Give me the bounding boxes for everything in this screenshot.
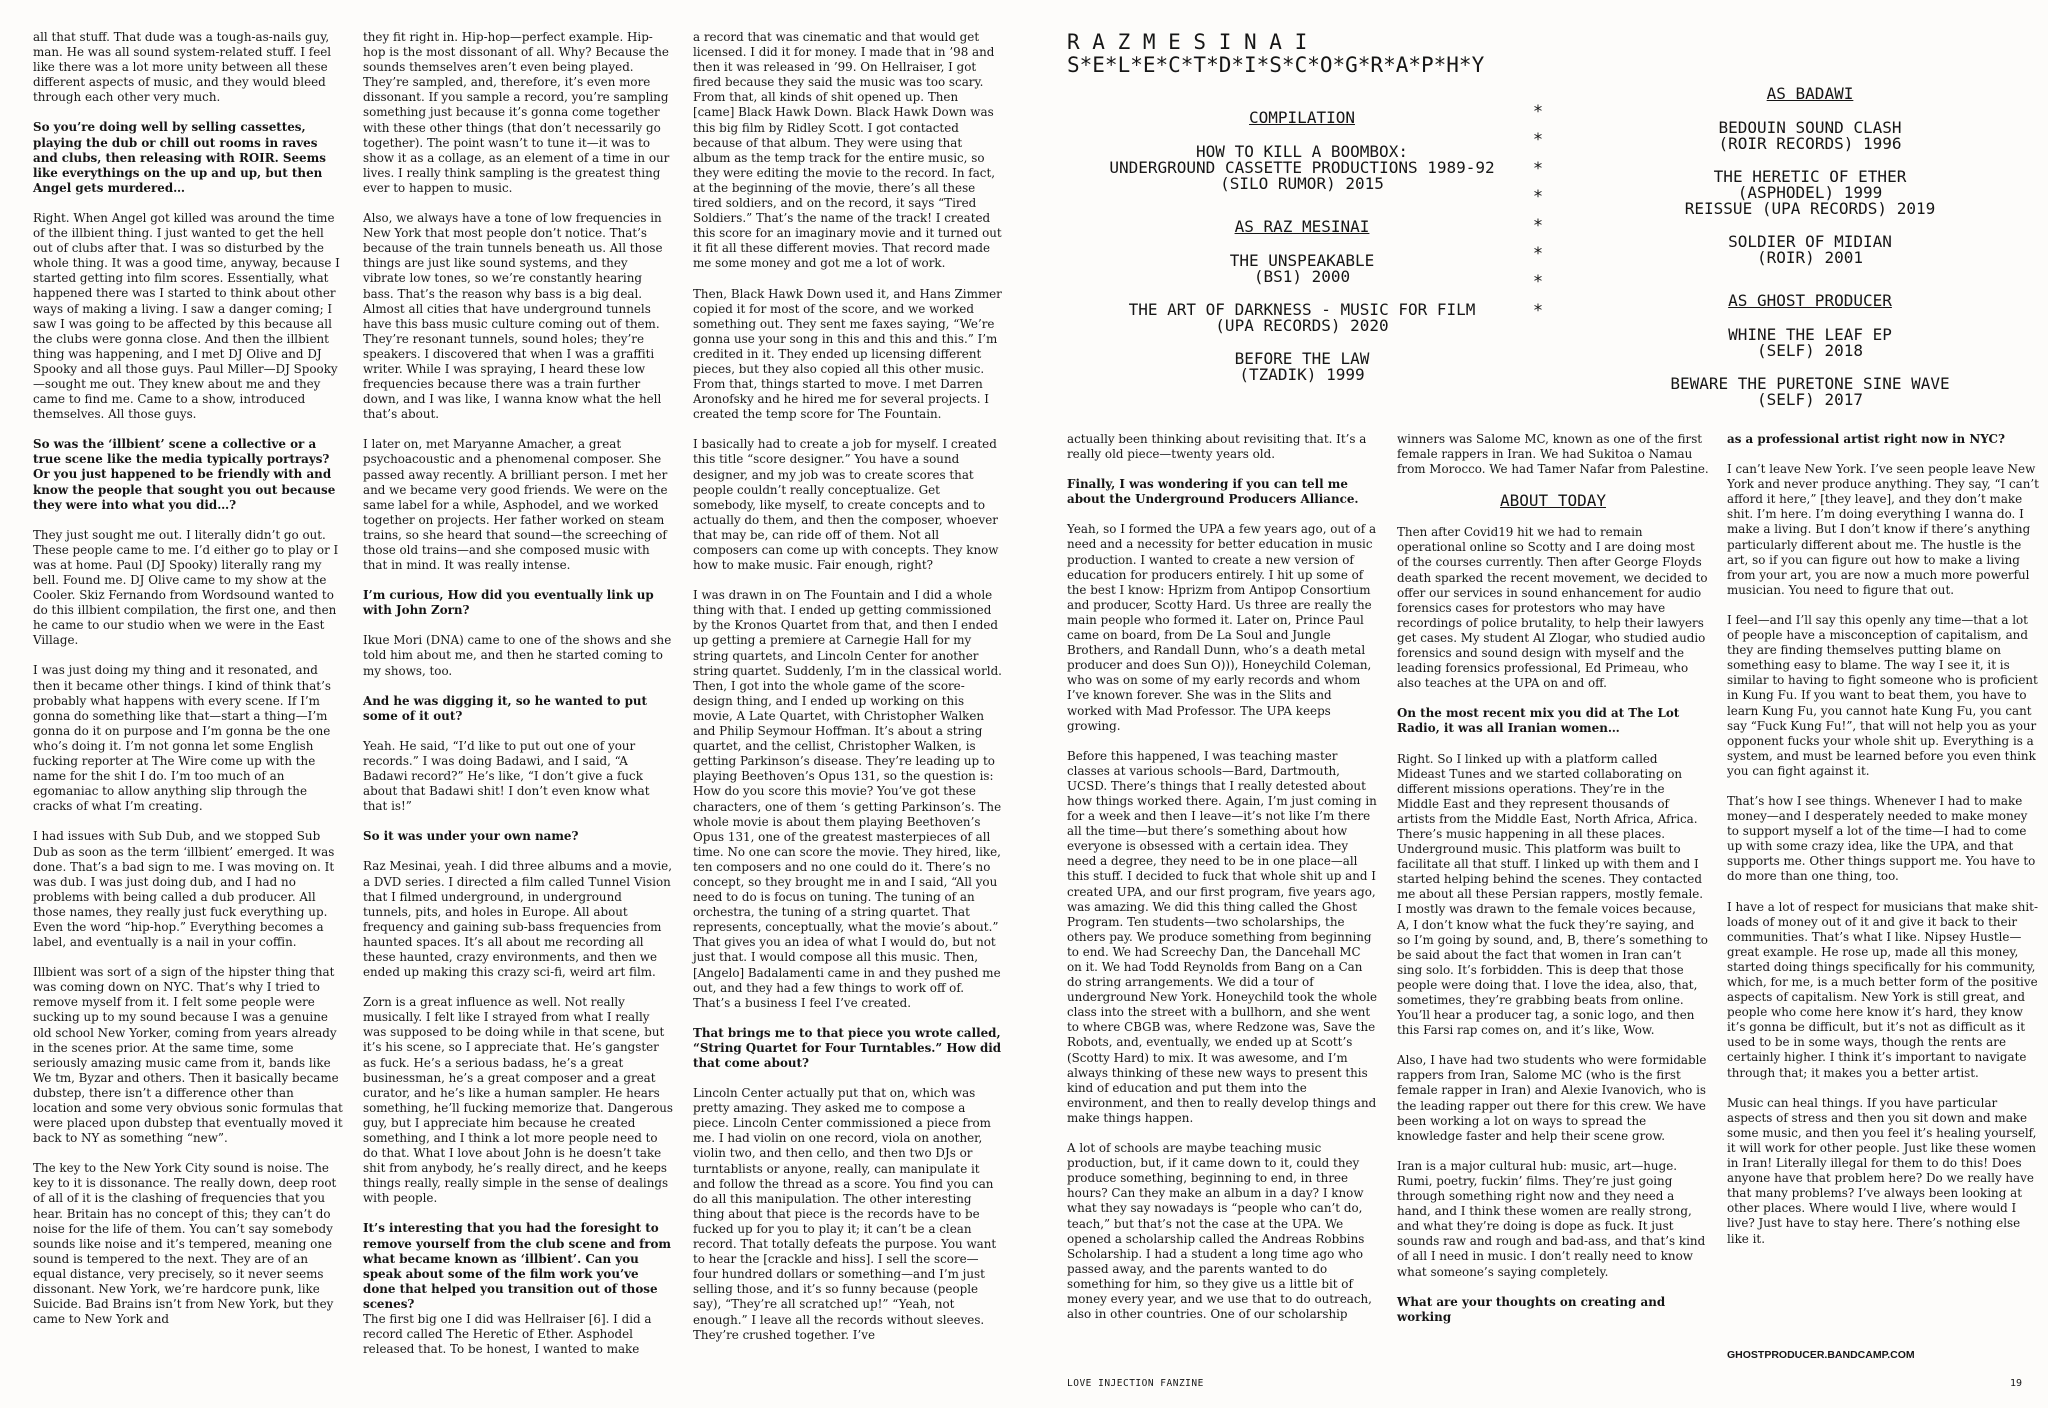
section-heading: ABOUT TODAY xyxy=(1500,491,1606,511)
star-glyph: * xyxy=(1532,130,1544,151)
discography-entry xyxy=(1600,234,2020,266)
article-column-4 xyxy=(1067,432,1379,1337)
interview-answer: Music can heal things. If you have particular aspects of stress and then you sit down and make some music, and then you feel it’s healing yourself, it will work for other people. Just like these women in Iran! Literally illegal for them to do this! Does anyone have that problem here? Do we really have that many problems? I’ve always been looking at other places. Where would I live, where would I live? Just have to stay here. There’s nothing else like it. xyxy=(1727,1095,2037,1246)
discography-line: (BS1) 2000 xyxy=(1253,267,1351,286)
discography-line: (TZADIK) 1999 xyxy=(1239,365,1365,384)
discography-line: THE ART OF DARKNESS - MUSIC FOR FILM xyxy=(1128,300,1476,319)
interview-question: So was the ‘illbient’ scene a collective or a true scene like the media typically portrays? Or you just happened to be friendly with and know the people that sought you out because they were into what you did…? xyxy=(33,437,336,512)
discography-right xyxy=(1600,86,2020,435)
interview-answer: I later on, met Maryanne Amacher, a great psychoacoustic and a phenomenal composer. She passed away recently. A brilliant person. I met her and we became very good friends. We were on the same label for a while, Asphodel, and we worked together on projects. Her father worked on steam trains, so she heard that sound—the screeching of those old trains—and she composed music with that in mind. It was really intense. xyxy=(363,437,668,573)
interview-answer: Ikue Mori (DNA) came to one of the shows and she told him about me, and then he started coming to my shows, too. xyxy=(363,633,672,678)
discography-line: WHINE THE LEAF EP xyxy=(1728,325,1892,344)
interview-question: Finally, I was wondering if you can tell me about the Underground Producers Alliance. xyxy=(1067,477,1359,507)
discography-entry xyxy=(1600,327,2020,359)
discography-line: (UPA RECORDS) 2020 xyxy=(1215,316,1389,335)
interview-answer: Before this happened, I was teaching master classes at various schools—Bard, Dartmouth, UCSD. There’s things that I really detested about how things worked there. Again, I’m just coming in for a week and then I leave—it’s not like I’m there all the time—but there’s something about how everyone is obsessed with a certain idea. They need a degree, they need to be in one place—all this stuff. I decided to fuck that whole shit up and I created UPA, and our first program, five years ago, was amazing. We did this thing called the Ghost Program. Ten students—two scholarships, the others pay. We produce something from beginning to end. We had Screechy Dan, the Dancehall MC on it. We had Todd Reynolds from Bang on a Can do string arrangements. We did a tour of underground New York. Honeychild took the whole class into the street with a bullhorn, and she went to where CBGB was, where Redzone was, Save the Robots, and, eventually, we ended up at Scott’s (Scotty Hard) to mix. It was awesome, and I’m always thinking of these new ways to present this kind of education and put them into the environment, and then to really develop things and make things happen. xyxy=(1067,748,1378,1125)
discography-line: BEFORE THE LAW xyxy=(1234,349,1370,368)
interview-answer: Yeah. He said, “I’d like to put out one of your records.” I was doing Badawi, and I said, “A Badawi record?” He’s like, “I don’t give a fuck about that Badawi shit! I don’t even know what that is!” xyxy=(363,738,650,814)
interview-answer: Also, I have had two students who were formidable rappers from Iran, Salome MC (who is the first female rapper in Iran) and Alexie Ivanovich, who is the leading rapper out there for this crew. We have been working a lot on ways to spread the knowledge faster and help their scene grow. xyxy=(1397,1053,1707,1143)
star-glyph: * xyxy=(1532,244,1544,265)
interview-question: So it was under your own name? xyxy=(363,829,579,844)
discography-line: THE HERETIC OF ETHER xyxy=(1713,167,1907,186)
interview-answer: they fit right in. Hip-hop—perfect example. Hip-hop is the most dissonant of all. Why? Because the sounds themselves aren’t even being played. They’re sampled, and, therefore, it’s even more dissonant. If you sample a record, you’re sampling something just because it’s gonna come together with these other things (that don’t necessarily go together). The point wasn’t to tune it—it was to show it as a collage, as an element of a time in our lives. I really think sampling is the greatest thing ever to happen to music. xyxy=(363,30,670,195)
interview-answer: I have a lot of respect for musicians that make shit-loads of money out of it and give it back to their communities. That’s what I like. Nipsey Hustle—great example. He rose up, made all this money, started doing things specifically for his community, which, for me, is a much better form of the positive aspects of capitalism. New York is still great, and people who come here know it’s hard, they know it’s gonna be difficult, but it’s not as difficult as it used to be in some ways, though the rents are certainly higher. I think it’s important to navigate through that; it makes you a better artist. xyxy=(1727,899,2038,1080)
discography-line: (ROIR RECORDS) 1996 xyxy=(1718,134,1902,153)
discography-entry xyxy=(1067,253,1537,285)
discography-line: BEDOUIN SOUND CLASH xyxy=(1718,118,1902,137)
discography-heading: AS BADAWI xyxy=(1766,84,1854,103)
interview-answer: Zorn is a great influence as well. Not really musically. I felt like I strayed from what I really was supposed to be doing while in that scene, but it’s his scene, so I appreciate that. He’s gangster as fuck. He’s a serious badass, he’s a great businessman, he’s a great composer and a great curator, and he’s like a human sampler. He hears something, he’ll fucking memorize that. Dangerous guy, but I appreciate him because he created something, and I think a lot more people need to do that. What I love about John is he doesn’t take shit from anybody, he’s really direct, and he keeps things really, really simple in the sense of dealings with people. xyxy=(363,995,673,1206)
question-text: It’s interesting that you had the foresight to remove yourself from the club scene and from what became known as ‘illbient’. Can you speak about some of the film work you’ve done that helped you transition out of those scenes? xyxy=(363,1221,672,1311)
interview-answer: winners was Salome MC, known as one of the first female rappers in Iran. We had Sukitoa o Namau from Morocco. We had Tamer Nafar from Palestine. xyxy=(1397,432,1709,477)
article-column-2 xyxy=(363,30,673,1372)
interview-answer: I can’t leave New York. I’ve seen people leave New York and never produce anything. They say, “I can’t afford it here,” [they leave], and they don’t make shit. I’m here. I’m doing everything I wanna do. I make a living. But I don’t know if there’s anything particularly different about me. The hustle is the art, so if you can figure out how to make a living from your art, you are now a much more powerful musician. You need to figure that out. xyxy=(1727,462,2039,597)
interview-answer: Iran is a major cultural hub: music, art—huge. Rumi, poetry, fuckin’ films. They’re just going through something right now and they need a hand, and I think these women are really strong, and what they’re doing is dope as fuck. It just sounds raw and rough and bad-ass, and that’s kind of all I need in music. I don’t really need to know what someone’s saying completely. xyxy=(1397,1158,1706,1279)
discography-line: BEWARE THE PURETONE SINE WAVE xyxy=(1670,374,1950,393)
discography-heading: COMPILATION xyxy=(1249,108,1355,127)
discography-entry xyxy=(1600,169,2020,217)
interview-answer: They just sought me out. I literally didn’t go out. These people came to me. I’d either go to play or I was at home. Paul (DJ Spooky) literally rang my bell. Found me. DJ Olive came to my show at the Cooler. Skiz Fernando from Wordsound wanted to do this illbient compilation, the first one, and then he came to our studio when we were in the East Village. xyxy=(33,527,339,648)
star-glyph: * xyxy=(1532,215,1544,236)
interview-answer: Also, we always have a tone of low frequencies in New York that most people don’t notice. That’s because of the train tunnels beneath us. All those things are just like sound systems, and they vibrate low tones, so we’re constantly hearing bass. That’s the reason why bass is a big deal. Almost all cities that have underground tunnels have this bass music culture coming out of them. They’re resonant tunnels, sound holes; they’re speakers. I discovered that when I was a graffiti writer. While I was spraying, I heard these low frequencies because there was a train further down, and I was like, I wanna know what the hell that’s about. xyxy=(363,211,663,422)
discography-entry xyxy=(1600,376,2020,408)
star-glyph: * xyxy=(1532,187,1544,208)
interview-answer: Yeah, so I formed the UPA a few years ago, out of a need and a necessity for better education in music production. I wanted to create a new version of education for producers entirely. I hit up some of the best I know: Hprizm from Antipop Consortium and producer, Scotty Hard. Us three are really the main people who formed it. Later on, Prince Paul came on board, from De La Soul and Jungle Brothers, and Randall Dunn, who’s a death metal producer and does Sun O))), Honeychild Coleman, who was on some of my early records and whom I’ve known forever. She was in the Slits and worked with Mad Professor. The UPA keeps growing. xyxy=(1067,522,1377,733)
interview-answer: I feel—and I’ll say this openly any time—that a lot of people have a misconception of capitalism, and they are finding themselves putting blame on something easy to blame. The way I see it, it is similar to having to fight someone who is proficient in Kung Fu. If you want to beat them, you have to learn Kung Fu, you cannot hate Kung Fu, you cant say “Fuck Kung Fu!”, that will not help you as your opponent fucks your whole shit up. Everything is a system, and must be learned before you even think you can fight against it. xyxy=(1727,612,2038,778)
bandcamp-url: GHOSTPRODUCER.BANDCAMP.COM xyxy=(1727,1349,1915,1361)
discography-line: (ASPHODEL) 1999 xyxy=(1737,183,1883,202)
interview-question: On the most recent mix you did at The Lot Radio, it was all Iranian women… xyxy=(1397,706,1680,736)
star-glyph: * xyxy=(1532,102,1544,122)
discography-line: HOW TO KILL A BOOMBOX: xyxy=(1196,142,1408,161)
interview-question: And he was digging it, so he wanted to put some of it out? xyxy=(363,693,648,723)
interview-question: That brings me to that piece you wrote called, “String Quartet for Four Turntables.” How did that come about? xyxy=(693,1025,1002,1070)
interview-answer: Then after Covid19 hit we had to remain operational online so Scotty and I are doing most of the courses currently. Then after George Floyds death sparked the recent movement, we decided to offer our services in sound enhancement for audio forensics cases for protestors who may have recordings of police brutality, to help their lawyers get cases. My student Al Zlogar, who studied audio forensics and sound design with myself and the leading forensics professional, Ed Primeau, who also teaches at the UPA on and off. xyxy=(1397,525,1708,691)
star-glyph: * xyxy=(1532,272,1544,293)
discography-entry xyxy=(1067,144,1537,192)
interview-answer: Right. So I linked up with a platform called Mideast Tunes and we started collaborating on different missions operations. They’re in the Middle East and they represent thousands of artists from the Middle East, North Africa, Africa. There’s music happening in all these places. Underground music. This platform was built to facilitate all that stuff. I linked up with them and I started helping behind the scenes. They contacted me about all these Persian rappers, mostly female. I mostly was drawn to the female voices because, A, I don’t know what the fuck they’re saying, and so I’m going by sound, and, B, there’s something to be said about the fact that women in Iran can’t sing solo. It’s forbidden. This is deep that those people were doing that. I love the idea, also, that, sometimes, they’re grabbing beats from online. You’ll hear a producer tag, a sonic logo, and then this Farsi rap comes on, and it’s like, Wow. xyxy=(1397,751,1708,1038)
interview-answer: The key to the New York City sound is noise. The key to it is dissonance. The really down, deep root of all of it is the clashing of frequencies that you hear. Britain has no concept of this; they can’t do noise for the life of them. You can’t say somebody sounds like noise and it’s tempered, meaning one sound is tempered to the next. They are of an equal distance, very precisely, so it never seems dissonant. New York, we’re hardcore punk, like Suicide. Bad Brains isn’t from New York, but they came to New York and xyxy=(33,1161,337,1327)
publication-footer: LOVE INJECTION FANZINE xyxy=(1067,1378,1204,1389)
page-number: 19 xyxy=(2010,1378,2023,1389)
interview-answer: Lincoln Center actually put that on, which was pretty amazing. They asked me to compose a piece. Lincoln Center commissioned a piece from me. I had violin on one record, viola on another, violin two, and then cello, and then two DJs or turntablists or anyone, really, can manipulate it and follow the thread as a score. You find you can do all this manipulation. The other interesting thing about that piece is the records have to be fucked up for you to play it; it can’t be a clean record. That totally defeats the purpose. You want to hear the [crackle and hiss]. I sell the score—four hundred dollars or something—and I’m just selling those, and it’s so funny because (people say), “They’re all scratched up!” “Yeah, not enough.” I leave all the records without sleeves. They’re crushed together. I’ve xyxy=(693,1086,997,1342)
interview-answer: Illbient was sort of a sign of the hipster thing that was coming down on NYC. That’s why I tried to remove myself from it. I felt some people were sucking up to my sound because I was a genuine old school New Yorker, coming from years already in the scenes prior. At the same time, some seriously amazing music came from it, bands like We tm, Byzar and others. Then it basically became dubstep, there isn’t a difference other than location and some very obvious sonic formulas that were placed upon dubstep that eventually moved it back to NY as something “new”. xyxy=(33,965,343,1146)
discography-line: THE UNSPEAKABLE xyxy=(1229,251,1375,270)
interview-answer: Right. When Angel got killed was around the time of the illbient thing. I just wanted to get the hell out of clubs after that. I was so disturbed by the whole thing. It was a good time, anyway, because I started getting into film scores. Essentially, what happened there was I started to think about other ways of making a living. I saw a danger coming; I saw I was going to be affected by this because all the clubs were gonna close. And then the illbient thing was happening, and I met DJ Olive and DJ Spooky and all those guys. Paul Miller—DJ Spooky—sought me out. They knew about me and they came to find me. Came to a show, introduced themselves. All those guys. xyxy=(33,210,340,422)
interview-answer: a record that was cinematic and that would get licensed. I did it for money. I made that in ’98 and then it was released in ’99. On Hellraiser, I got fired because they said the music was too scary. From that, all kinds of shit opened up. Then [came] Black Hawk Down. Black Hawk Down was this big film by Ridley Scott. I got contacted because of that album. They were using that album as the temp track for the entire music, so they were editing the movie to the record. In fact, at the beginning of the movie, there’s all these tired soldiers, and on the record, it says “Tired Soldiers.” That’s the name of the track! I created this score for an imaginary movie and it turned out it fit all these different movies. That record made me some money and got me a lot of work. xyxy=(693,30,1002,271)
interview-question xyxy=(363,1221,673,1312)
discography-heading: AS RAZ MESINAI xyxy=(1234,217,1370,236)
discography-line: (SILO RUMOR) 2015 xyxy=(1220,174,1384,193)
discography-left xyxy=(1067,110,1537,410)
discography-line: SOLDIER OF MIDIAN xyxy=(1728,232,1892,251)
interview-question: So you’re doing well by selling cassettes, playing the dub or chill out rooms in raves and clubs, then releasing with ROIR. Seems like everythings on the up and up, but then Angel gets murdered… xyxy=(33,120,326,195)
artist-name-title: R A Z M E S I N A I xyxy=(1067,30,1308,54)
interview-question: I’m curious, How did you eventually link up with John Zorn? xyxy=(363,588,654,618)
interview-question: What are your thoughts on creating and working xyxy=(1397,1294,1666,1324)
interview-answer: I was just doing my thing and it resonated, and then it became other things. I kind of think that’s probably what happens with every scene. If I’m gonna do something like that—start a thing—I’m gonna do it on purpose and I’m gonna be the one who’s doing it. I’m not gonna let some English fucking reporter at The Wire come up with the name for the shit I do. I’m too much of an egomaniac to allow anything slip through the cracks of what I’m creating. xyxy=(33,663,331,814)
interview-answer: I had issues with Sub Dub, and we stopped Sub Dub as soon as the term ‘illbient’ emerged. It was done. That’s a bad sign to me. I was moving on. It was dub. I was just doing dub, and I had no problems with being called a dub producer. All those names, they really just fuck everything up. Even the word “hip-hop.” Everything becomes a label, and eventually is a nail in your coffin. xyxy=(33,829,335,950)
interview-answer: Raz Mesinai, yeah. I did three albums and a movie, a DVD series. I directed a film called Tunnel Vision that I filmed underground, in underground tunnels, pits, and holes in Europe. All about frequency and gaining sub-bass frequencies from haunted spaces. It’s all about me recording all these haunted, crazy environments, and then we ended up making this crazy sci-fi, weird art film. xyxy=(363,859,673,980)
article-column-6 xyxy=(1727,432,2039,1262)
discography-entry xyxy=(1600,120,2020,152)
interview-answer: That’s how I see things. Whenever I had to make money—and I desperately needed to make money to support myself a lot of the time—I had to come up with some crazy idea, like the UPA, and that supports me. Other things support me. You have to do more than one thing, too. xyxy=(1727,793,2036,884)
discography-line: REISSUE (UPA RECORDS) 2019 xyxy=(1684,199,1936,218)
discography-entry xyxy=(1067,351,1537,383)
discography-line: UNDERGROUND CASSETTE PRODUCTIONS 1989-92 xyxy=(1109,158,1495,177)
selected-discography-title: S*E*L*E*C*T*D*I*S*C*O*G*R*A*P*H*Y xyxy=(1067,53,1485,77)
star-glyph: * xyxy=(1532,300,1544,321)
interview-answer: I basically had to create a job for myself. I created this title “score designer.” You have a sound designer, and my job was to create scores that people couldn’t really conceptualize. Get somebody, like myself, to create concepts and to actually do them, and then the composer, whoever that may be, can ride off of them. Not all composers can come up with concepts. They know how to make music. Fair enough, right? xyxy=(693,437,999,573)
interview-answer: all that stuff. That dude was a tough-as-nails guy, man. He was all sound system-related stuff. I feel like there was a lot more unity between all these different aspects of music, and they would bleed through each other very much. xyxy=(33,30,332,105)
star-glyph: * xyxy=(1532,158,1544,179)
interview-answer: actually been thinking about revisiting that. It’s a really old piece—twenty years old. xyxy=(1067,432,1367,462)
discography-line: (SELF) 2017 xyxy=(1757,390,1863,409)
article-column-3 xyxy=(693,30,1003,1358)
discography-line: (SELF) 2018 xyxy=(1757,341,1863,360)
interview-question: as a professional artist right now in NYC? xyxy=(1727,432,2005,446)
discography-line: (ROIR) 2001 xyxy=(1757,248,1863,267)
interview-answer: Then, Black Hawk Down used it, and Hans Zimmer copied it for most of the score, and we worked something out. They sent me faxes saying, “We’re gonna use your song in this and this and this.” I’m credited in it. They ended up licensing different pieces, but they also copied all this other music. From that, things started to move. I met Darren Aronofsky and he hired me for several projects. I created the temp score for The Fountain. xyxy=(693,286,1002,422)
star-divider xyxy=(1528,98,1548,325)
discography-entry xyxy=(1067,302,1537,334)
article-column-5 xyxy=(1397,432,1709,1340)
interview-answer: A lot of schools are maybe teaching music production, but, if it came down to it, could they produce something, beginning to end, in three hours? Can they make an album in a day? I know what they say nowadays is “people who can’t do, teach,” but that’s not the case at the UPA. We opened a scholarship called the Andreas Robbins Scholarship. I had a student a long time ago who passed away, and the parents wanted to do something for him, so they give us a little bit of money every year, and we use that to do outreach, also in other countries. One of our scholarship xyxy=(1067,1141,1372,1322)
discography-heading: AS GHOST PRODUCER xyxy=(1728,291,1892,310)
article-column-1 xyxy=(33,30,343,1342)
interview-answer: I was drawn in on The Fountain and I did a whole thing with that. I ended up getting commissioned by the Kronos Quartet from that, and then I ended up getting a premiere at Carnegie Hall for my string quartets, and Lincoln Center for another string quartet. Suddenly, I’m in the classical world. Then, I got into the whole game of the score-design thing, and I ended up working on this movie, A Late Quartet, with Christopher Walken and Philip Seymour Hoffman. It’s about a string quartet, and the cellist, Christopher Walken, is getting Parkinson’s disease. They’re leading up to playing Beethoven’s Opus 131, so the question is: How do you score this movie? You’ve got these characters, one of them ‘s getting Parkinson’s. The whole movie is about them playing Beethoven’s Opus 131, one of the greatest masterpieces of all time. No one can score the movie. They hired, like, ten composers and no one could do it. There’s no concept, so they brought me in and I said, “All you need to do is focus on tuning. The tuning of an orchestra, the tuning of a string quartet. That represents, conceptually, what the movie’s about.” That gives you an idea of what I would do, but not just that. I would compose all this music. Then, [Angelo] Badalamenti came in and they pushed me out, and they had a few things to work off of. That’s a business I feel I’ve created. xyxy=(693,588,1002,1010)
interview-answer: The first big one I did was Hellraiser [6]. I did a record called The Heretic of Ether. Asphodel released that. To be honest, I wanted to make xyxy=(363,1312,652,1357)
